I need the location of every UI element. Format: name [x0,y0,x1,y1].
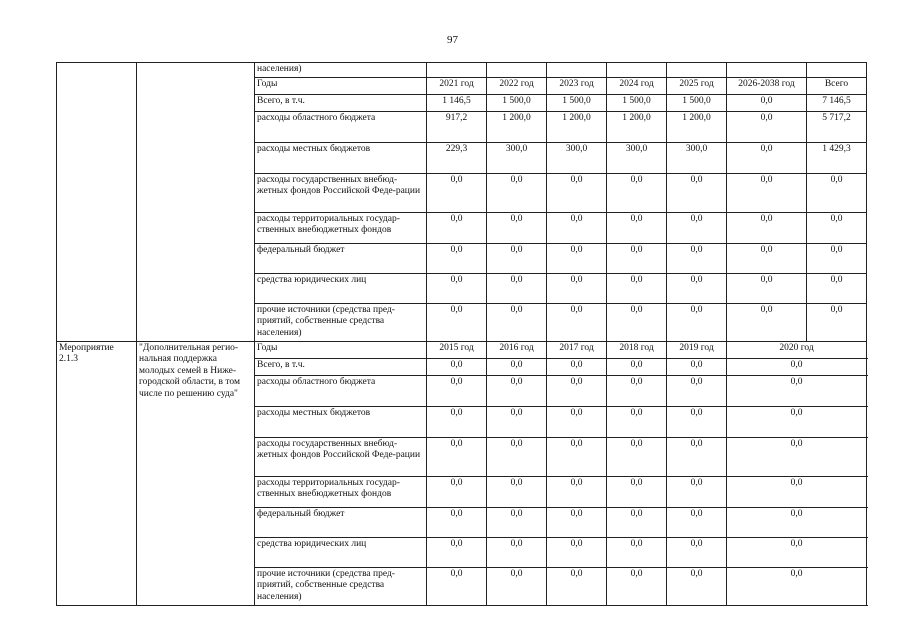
value-cell: 0,0 [487,273,547,303]
value-cell: 0,0 [427,375,487,406]
value-cell: 0,0 [667,243,727,273]
value-cell: 0,0 [607,537,667,567]
header-year: 2017 год [547,341,607,358]
value-cell: 0,0 [667,358,727,375]
value-cell: 0,0 [427,406,487,437]
empty-cell [807,63,867,78]
row-label: населения) [255,63,427,78]
value-cell: 0,0 [487,507,547,537]
value-cell: 0,0 [487,212,547,243]
value-cell: 1 200,0 [607,111,667,142]
table-row [57,63,867,78]
header-year: 2024 год [607,77,667,94]
value-cell: 0,0 [727,406,867,437]
financing-table [56,62,867,606]
value-cell: 1 500,0 [607,94,667,111]
value-cell: 0,0 [667,303,727,341]
value-cell: 0,0 [607,212,667,243]
row-label: расходы областного бюджета [255,111,427,142]
value-cell: 0,0 [667,273,727,303]
value-cell: 0,0 [607,243,667,273]
value-cell: 0,0 [547,273,607,303]
row-label: расходы областного бюджета [255,375,427,406]
value-cell: 0,0 [427,507,487,537]
value-cell: 0,0 [487,358,547,375]
value-cell: 0,0 [487,476,547,507]
value-cell: 229,3 [427,142,487,173]
value-cell: 0,0 [727,111,807,142]
row-label: федеральный бюджет [255,243,427,273]
measure-name: "Дополнительная регио-нальная поддержка молодых семей в Ниже-городской области, в том числе по решению суда" [137,341,255,605]
value-cell: 300,0 [667,142,727,173]
value-cell: 0,0 [427,437,487,476]
value-cell: 0,0 [727,273,807,303]
value-cell: 0,0 [667,476,727,507]
value-cell: 1 429,3 [807,142,867,173]
empty-cell [607,63,667,78]
row-label: средства юридических лиц [255,273,427,303]
value-cell: 0,0 [727,303,807,341]
value-cell: 0,0 [727,142,807,173]
row-label: Всего, в т.ч. [255,94,427,111]
value-cell: 917,2 [427,111,487,142]
value-cell: 0,0 [607,476,667,507]
value-cell: 7 146,5 [807,94,867,111]
value-cell: 0,0 [547,567,607,605]
value-cell: 1 200,0 [487,111,547,142]
value-cell: 0,0 [547,537,607,567]
value-cell: 0,0 [547,375,607,406]
value-cell: 0,0 [547,437,607,476]
row-label: расходы территориальных государ-ственных внебюджетных фондов [255,476,427,507]
measure-id: Мероприятие 2.1.3 [57,341,137,605]
value-cell: 0,0 [547,358,607,375]
value-cell: 0,0 [487,437,547,476]
value-cell: 0,0 [667,507,727,537]
value-cell: 0,0 [667,375,727,406]
value-cell: 1 200,0 [547,111,607,142]
value-cell: 0,0 [547,173,607,212]
value-cell: 0,0 [727,567,867,605]
empty-cell [667,63,727,78]
value-cell: 1 146,5 [427,94,487,111]
value-cell: 0,0 [427,567,487,605]
value-cell: 0,0 [487,173,547,212]
empty-cell [427,63,487,78]
value-cell: 0,0 [547,303,607,341]
value-cell: 0,0 [427,243,487,273]
value-cell: 0,0 [807,273,867,303]
row-label: Всего, в т.ч. [255,358,427,375]
header-year: 2025 год [667,77,727,94]
value-cell: 0,0 [547,406,607,437]
row-label: расходы государственных внебюд-жетных фондов Российской Феде-рации [255,437,427,476]
header-year: 2026-2038 год [727,77,807,94]
header-year: Всего [807,77,867,94]
value-cell: 0,0 [427,273,487,303]
value-cell: 0,0 [807,212,867,243]
value-cell: 0,0 [427,212,487,243]
header-year: 2020 год [727,341,867,358]
value-cell: 0,0 [487,243,547,273]
header-year: 2015 год [427,341,487,358]
empty-cell [487,63,547,78]
value-cell: 0,0 [727,243,807,273]
value-cell: 1 500,0 [547,94,607,111]
value-cell: 0,0 [547,476,607,507]
header-year: 2019 год [667,341,727,358]
value-cell: 0,0 [427,537,487,567]
value-cell: 0,0 [487,567,547,605]
value-cell: 0,0 [727,358,867,375]
row-label: расходы территориальных государ-ственных внебюджетных фондов [255,212,427,243]
page-number: 97 [447,34,458,46]
value-cell: 0,0 [607,303,667,341]
value-cell: 0,0 [607,406,667,437]
value-cell: 0,0 [607,173,667,212]
value-cell: 0,0 [667,173,727,212]
value-cell: 0,0 [807,303,867,341]
value-cell: 0,0 [487,303,547,341]
value-cell: 0,0 [667,437,727,476]
value-cell: 0,0 [427,173,487,212]
header-year: 2018 год [607,341,667,358]
table-header-row [57,341,867,358]
empty-cell [547,63,607,78]
value-cell: 300,0 [607,142,667,173]
row-label: расходы государственных внебюд-жетных фондов Российской Феде-рации [255,173,427,212]
value-cell: 0,0 [487,375,547,406]
value-cell: 0,0 [487,537,547,567]
value-cell: 0,0 [607,437,667,476]
value-cell: 0,0 [807,173,867,212]
value-cell: 1 200,0 [667,111,727,142]
row-label: прочие источники (средства пред-приятий, собственные средства населения) [255,567,427,605]
value-cell: 0,0 [727,173,807,212]
measure-cell-empty [57,63,137,342]
header-year: 2016 год [487,341,547,358]
value-cell: 0,0 [427,358,487,375]
value-cell: 0,0 [607,273,667,303]
header-years-label: Годы [255,341,427,358]
row-label: средства юридических лиц [255,537,427,567]
value-cell: 0,0 [727,507,867,537]
value-cell: 300,0 [487,142,547,173]
value-cell: 0,0 [547,507,607,537]
empty-cell [727,63,807,78]
row-label: прочие источники (средства пред-приятий, собственные средства населения) [255,303,427,341]
header-year: 2021 год [427,77,487,94]
value-cell: 0,0 [607,507,667,537]
value-cell: 0,0 [727,476,867,507]
value-cell: 5 717,2 [807,111,867,142]
row-label: расходы местных бюджетов [255,406,427,437]
value-cell: 0,0 [607,567,667,605]
value-cell: 0,0 [727,537,867,567]
value-cell: 0,0 [727,94,807,111]
value-cell: 0,0 [607,358,667,375]
value-cell: 300,0 [547,142,607,173]
value-cell: 1 500,0 [667,94,727,111]
value-cell: 0,0 [727,437,867,476]
value-cell: 0,0 [427,476,487,507]
value-cell: 0,0 [547,243,607,273]
value-cell: 0,0 [807,243,867,273]
value-cell: 0,0 [667,567,727,605]
value-cell: 1 500,0 [487,94,547,111]
value-cell: 0,0 [547,212,607,243]
measure-name-cell-empty [137,63,255,342]
value-cell: 0,0 [727,375,867,406]
header-years-label: Годы [255,77,427,94]
value-cell: 0,0 [427,303,487,341]
value-cell: 0,0 [667,537,727,567]
value-cell: 0,0 [727,212,807,243]
value-cell: 0,0 [487,406,547,437]
row-label: федеральный бюджет [255,507,427,537]
row-label: расходы местных бюджетов [255,142,427,173]
header-year: 2022 год [487,77,547,94]
value-cell: 0,0 [667,406,727,437]
value-cell: 0,0 [607,375,667,406]
header-year: 2023 год [547,77,607,94]
value-cell: 0,0 [667,212,727,243]
